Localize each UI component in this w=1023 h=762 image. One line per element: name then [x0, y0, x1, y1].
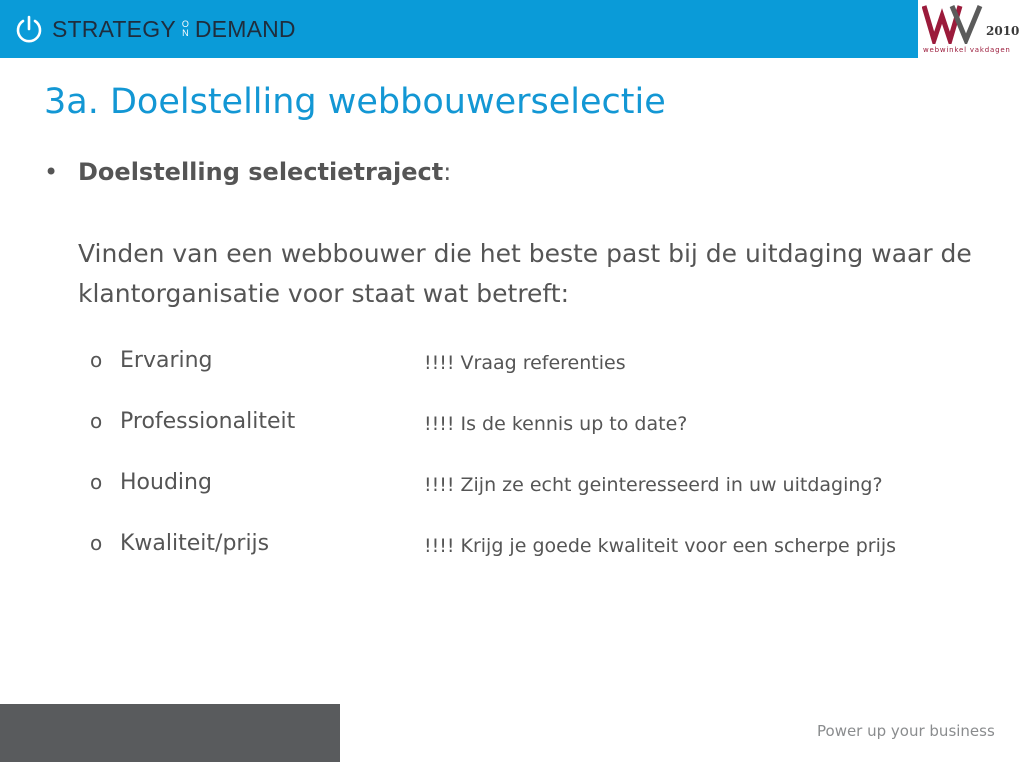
- list-item-note: !!!! Zijn ze echt geinteresseerd in uw uitdaging?: [424, 474, 883, 496]
- list-item-note: !!!! Is de kennis up to date?: [424, 413, 688, 435]
- list-item-label: Professionaliteit: [120, 409, 296, 434]
- wv-logo-mark: [922, 2, 986, 44]
- sub-bullet-marker: o: [90, 409, 103, 433]
- brand-demand: DEMAND: [194, 15, 296, 42]
- header-bar: [0, 0, 1023, 58]
- lead-colon: :: [443, 158, 452, 186]
- strategy-on-demand-logo: [14, 12, 296, 46]
- bullet-lead: [78, 158, 451, 186]
- webwinkel-vakdagen-logo: [918, 0, 1023, 58]
- list-item-note: !!!! Krijg je goede kwaliteit voor een scherpe prijs: [424, 535, 897, 557]
- main-bullet: [44, 158, 451, 186]
- list-item-label: Ervaring: [120, 348, 213, 373]
- bullet-marker: •: [44, 158, 59, 186]
- power-icon: [14, 14, 44, 44]
- sub-bullet-marker: o: [90, 470, 103, 494]
- list-item-kwaliteit-prijs: [90, 531, 269, 556]
- sub-bullet-marker: o: [90, 348, 103, 372]
- footer-tagline: Power up your business: [817, 722, 995, 740]
- objective-paragraph: Vinden van een webbouwer die het beste past bij de uitdaging waar de klantorganisatie voor staat wat betreft:: [78, 239, 972, 308]
- list-item-professionaliteit: [90, 409, 295, 434]
- sub-bullet-marker: o: [90, 531, 103, 555]
- list-item-note: !!!! Vraag referenties: [424, 352, 626, 374]
- list-item-ervaring: [90, 348, 213, 373]
- list-item-label: Kwaliteit/prijs: [120, 531, 270, 556]
- footer-bar: [0, 704, 340, 762]
- logo-tagline: webwinkel vakdagen: [923, 46, 1011, 54]
- brand-strategy: STRATEGY: [52, 15, 176, 42]
- list-item-label: Houding: [120, 470, 212, 495]
- slide-title: 3a. Doelstelling webbouwerselectie: [44, 82, 666, 122]
- list-item-houding: [90, 470, 212, 495]
- lead-bold: Doelstelling selectietraject: [78, 158, 444, 186]
- logo-year: 2010: [986, 24, 1020, 38]
- brand-on: O N: [181, 19, 189, 38]
